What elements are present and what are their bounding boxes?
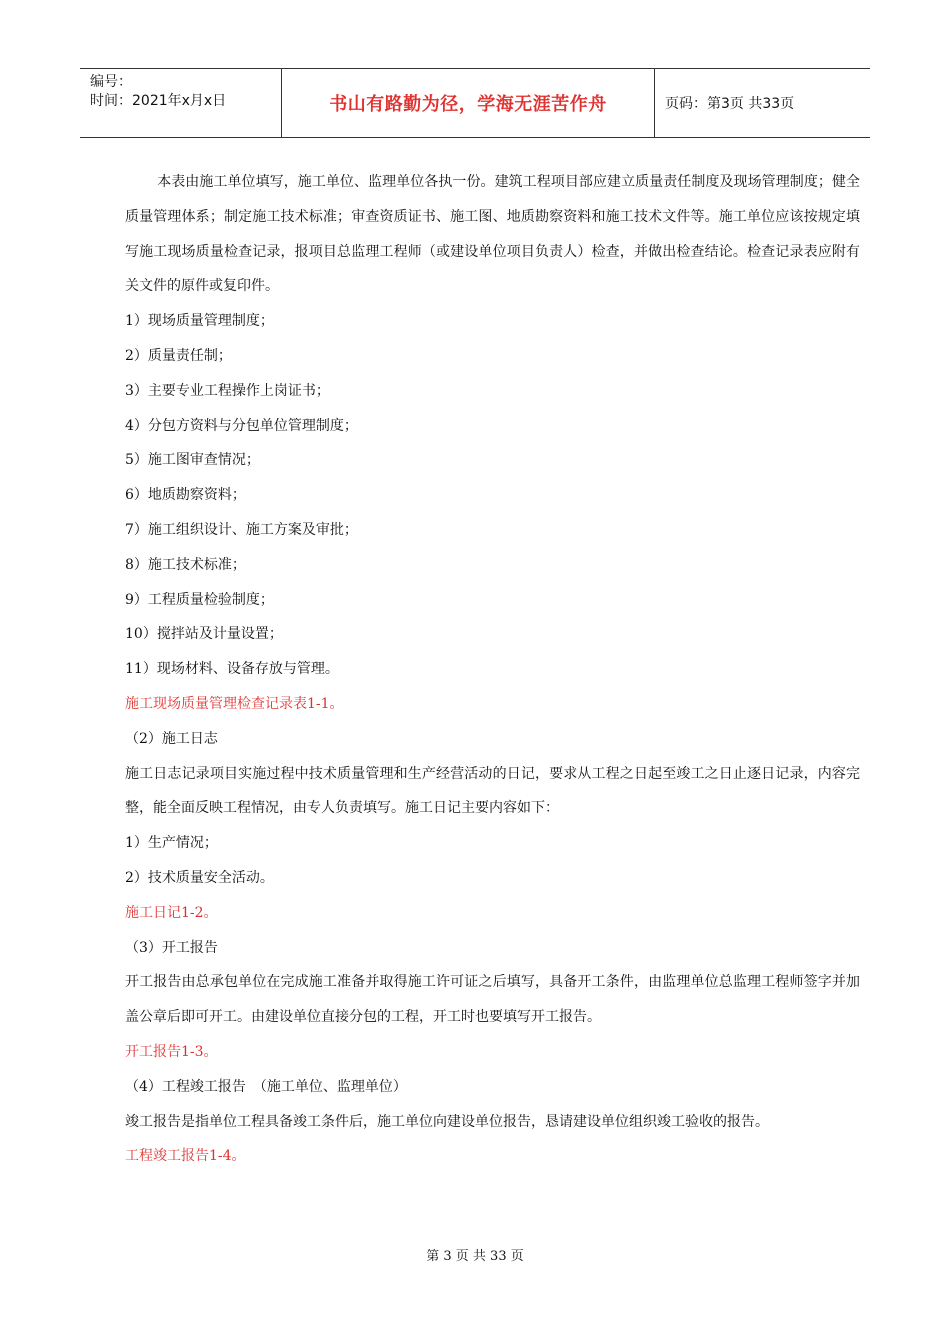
body-paragraph: 1）生产情况；	[125, 835, 218, 852]
body-paragraph: 施工日志记录项目实施过程中技术质量管理和生产经营活动的日记，要求从工程之日起至竣工之日止逐日记录，内容完整，能全面反映工程情况，由专人负责填写。施工日记主要内容如下：	[125, 765, 860, 817]
body-paragraph: 开工报告由总承包单位在完成施工准备并取得施工许可证之后填写，具备开工条件，由监理单位总监理工程师签字并加盖公章后即可开工。由建设单位直接分包的工程，开工时也要填写开工报告。	[125, 974, 860, 1026]
document-number-label: 编号：	[90, 74, 132, 90]
body-paragraph: 4）分包方资料与分包单位管理制度；	[125, 417, 358, 434]
body-paragraph: 2）技术质量安全活动。	[125, 869, 274, 886]
body-paragraph: 11）现场材料、设备存放与管理。	[125, 661, 339, 678]
body-paragraph: （4）工程竣工报告 （施工单位、监理单位）	[125, 1078, 407, 1095]
header-left-cell	[80, 69, 282, 137]
body-paragraph: 本表由施工单位填写，施工单位、监理单位各执一份。建筑工程项目部应建立质量责任制度及现场管理制度；健全质量管理体系；制定施工技术标准；审查资质证书、施工图、地质勘察资料和施工技术文件等。施工单位应该按规定填写施工现场质量检查记录，报项目总监理工程师（或建设单位项目负责人）检查，并做出检查结论。检查记录表应附有关文件的原件或复印件。	[125, 174, 860, 295]
body-paragraph: （3）开工报告	[125, 939, 218, 956]
body-paragraph: 9）工程质量检验制度；	[125, 591, 274, 608]
red-reference-line: 施工现场质量管理检查记录表1-1。	[125, 695, 344, 712]
page-footer: 第 3 页 共 33 页	[426, 1249, 524, 1264]
body-paragraph: 8）施工技术标准；	[125, 556, 246, 573]
document-date: 时间：2021年x月x日	[90, 93, 227, 109]
body-paragraph: 1）现场质量管理制度；	[125, 313, 274, 330]
body-paragraph: 竣工报告是指单位工程具备竣工条件后，施工单位向建设单位报告，恳请建设单位组织竣工验收的报告。	[125, 1113, 769, 1130]
header-page-info: 页码：第3页 共33页	[665, 96, 795, 112]
body-paragraph: 10）搅拌站及计量设置；	[125, 626, 283, 643]
red-reference-line: 施工日记1-2。	[125, 904, 218, 921]
body-paragraph: 2）质量责任制；	[125, 347, 232, 364]
body-paragraph: 7）施工组织设计、施工方案及审批；	[125, 521, 358, 538]
header-motto: 书山有路勤为径，学海无涯苦作舟	[282, 69, 655, 137]
document-body	[125, 165, 860, 1174]
body-paragraph: 3）主要专业工程操作上岗证书；	[125, 382, 330, 399]
body-paragraph: （2）施工日志	[125, 730, 218, 747]
red-reference-line: 工程竣工报告1-4。	[125, 1148, 246, 1165]
red-reference-line: 开工报告1-3。	[125, 1043, 218, 1060]
page-header	[80, 68, 870, 138]
body-paragraph: 5）施工图审查情况；	[125, 452, 260, 469]
body-paragraph: 6）地质勘察资料；	[125, 487, 246, 504]
